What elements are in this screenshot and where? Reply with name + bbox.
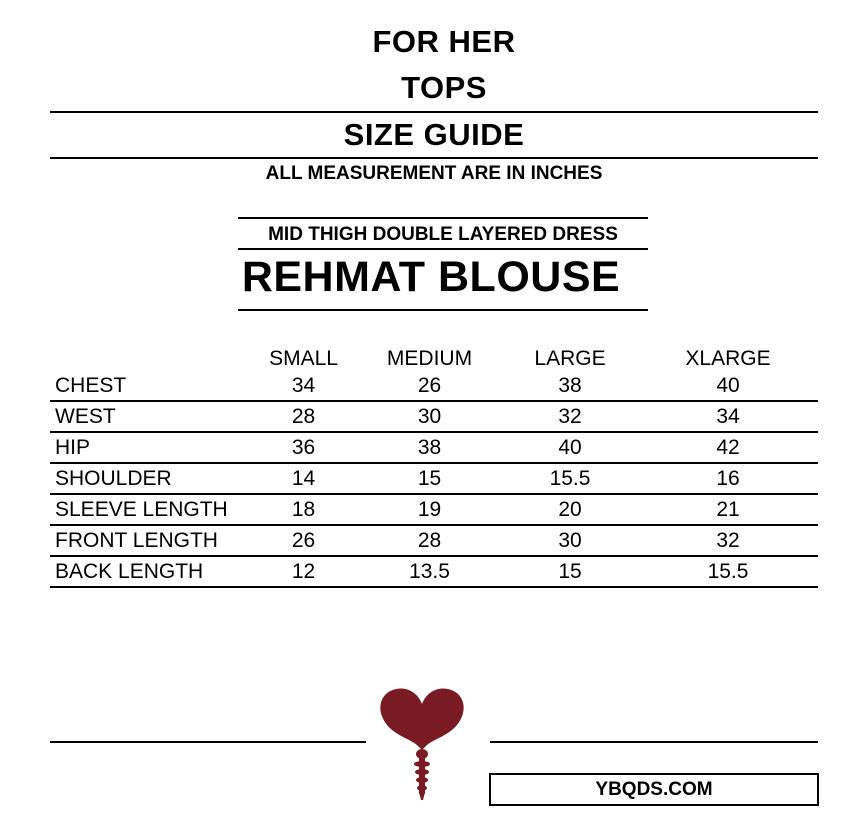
table-cell: 26: [250, 525, 357, 556]
header-line-for-her: FOR HER: [372, 24, 516, 59]
table-row: [50, 463, 818, 494]
table-cell: 21: [638, 494, 818, 525]
table-cell: 15: [502, 556, 638, 587]
table-cell: 40: [502, 432, 638, 463]
heart-key-logo-icon: [376, 684, 468, 802]
column-header-medium: MEDIUM: [386, 347, 473, 370]
row-label: SLEEVE LENGTH: [50, 494, 250, 525]
measurement-note: ALL MEASUREMENT ARE IN INCHES: [265, 163, 603, 184]
table-cell: 34: [638, 401, 818, 432]
column-header-label: [50, 342, 250, 371]
size-table: [50, 342, 818, 588]
table-cell: 18: [250, 494, 357, 525]
divider-top: [50, 111, 818, 113]
table-cell: 32: [502, 401, 638, 432]
column-header-xlarge: XLARGE: [685, 347, 771, 370]
header-line-tops: TOPS: [401, 70, 487, 105]
table-cell: 16: [638, 463, 818, 494]
table-cell: 15: [357, 463, 502, 494]
table-cell: 15.5: [502, 463, 638, 494]
size-guide-heading: SIZE GUIDE: [343, 117, 525, 152]
divider-product-bottom: [238, 309, 648, 311]
table-row: [50, 494, 818, 525]
footer-line-left: [50, 741, 366, 743]
table-cell: 28: [250, 401, 357, 432]
row-label: HIP: [50, 432, 250, 463]
table-cell: 38: [357, 432, 502, 463]
table-cell: 42: [638, 432, 818, 463]
website-link[interactable]: YBQDS.COM: [489, 773, 819, 806]
table-cell: 38: [502, 371, 638, 401]
table-cell: 19: [357, 494, 502, 525]
row-label: WEST: [50, 401, 250, 432]
row-label: BACK LENGTH: [50, 556, 250, 587]
product-subtitle: MID THIGH DOUBLE LAYERED DRESS: [268, 224, 618, 245]
table-cell: 13.5: [357, 556, 502, 587]
divider-guide: [50, 157, 818, 159]
table-cell: 40: [638, 371, 818, 401]
table-row: [50, 556, 818, 587]
table-cell: 28: [357, 525, 502, 556]
table-row: [50, 401, 818, 432]
divider-product-mid: [238, 248, 648, 250]
table-row: [50, 371, 818, 401]
table-header-row: [50, 342, 818, 371]
row-label: CHEST: [50, 371, 250, 401]
table-cell: 30: [357, 401, 502, 432]
product-name: REHMAT BLOUSE: [241, 253, 621, 301]
table-cell: 36: [250, 432, 357, 463]
table-cell: 20: [502, 494, 638, 525]
table-row: [50, 432, 818, 463]
column-header-small: SMALL: [269, 347, 338, 370]
row-label: SHOULDER: [50, 463, 250, 494]
table-cell: 32: [638, 525, 818, 556]
table-cell: 26: [357, 371, 502, 401]
table-cell: 30: [502, 525, 638, 556]
column-header-large: LARGE: [534, 347, 606, 370]
table-row: [50, 525, 818, 556]
footer-line-right: [490, 741, 818, 743]
table-cell: 34: [250, 371, 357, 401]
table-cell: 15.5: [638, 556, 818, 587]
divider-product-top: [238, 217, 648, 219]
table-cell: 14: [250, 463, 357, 494]
table-cell: 12: [250, 556, 357, 587]
row-label: FRONT LENGTH: [50, 525, 250, 556]
